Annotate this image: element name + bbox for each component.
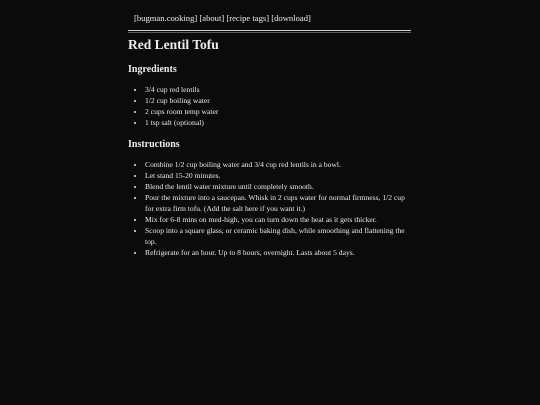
instruction-step: • Let stand 15-20 minutes. (145, 170, 412, 181)
ingredients-list (128, 84, 412, 128)
page-content (128, 0, 412, 258)
ingredient-item: • 3/4 cup red lentils (145, 84, 412, 95)
nav-link-download[interactable]: [download] (271, 13, 311, 23)
ingredient-item: • 1 tsp salt (optional) (145, 117, 412, 128)
ingredients-heading: Ingredients (128, 64, 177, 75)
instruction-step: • Scoop into a square glass, or ceramic baking dish, while smoothing and flattening the top. (145, 225, 412, 247)
site-nav (134, 13, 412, 24)
header-divider (128, 30, 411, 33)
recipe-title: Red Lentil Tofu (128, 37, 219, 52)
nav-link-home[interactable]: [bugman.cooking] (134, 13, 198, 23)
nav-link-recipe-tags[interactable]: [recipe tags] (226, 13, 270, 23)
instructions-heading: Instructions (128, 139, 180, 150)
nav-link-about[interactable]: [about] (199, 13, 225, 23)
ingredient-item: • 1/2 cup boiling water (145, 95, 412, 106)
instructions-list (128, 159, 412, 258)
instruction-step: • Mix for 6-8 mins on med-high, you can turn down the heat as it gets thicker. (145, 214, 412, 225)
instruction-step: • Combine 1/2 cup boiling water and 3/4 cup red lentils in a bowl. (145, 159, 412, 170)
instruction-step: • Refrigerate for an hour. Up to 8 hours, overnight. Lasts about 5 days. (145, 247, 412, 258)
instruction-step: • Blend the lentil water mixture until completely smooth. (145, 181, 412, 192)
ingredient-item: • 2 cups room temp water (145, 106, 412, 117)
instruction-step: • Pour the mixture into a saucepan. Whisk in 2 cups water for normal firmness, 1/2 cup for extra firm tofu. (Add the salt here if you want it.) (145, 192, 412, 214)
